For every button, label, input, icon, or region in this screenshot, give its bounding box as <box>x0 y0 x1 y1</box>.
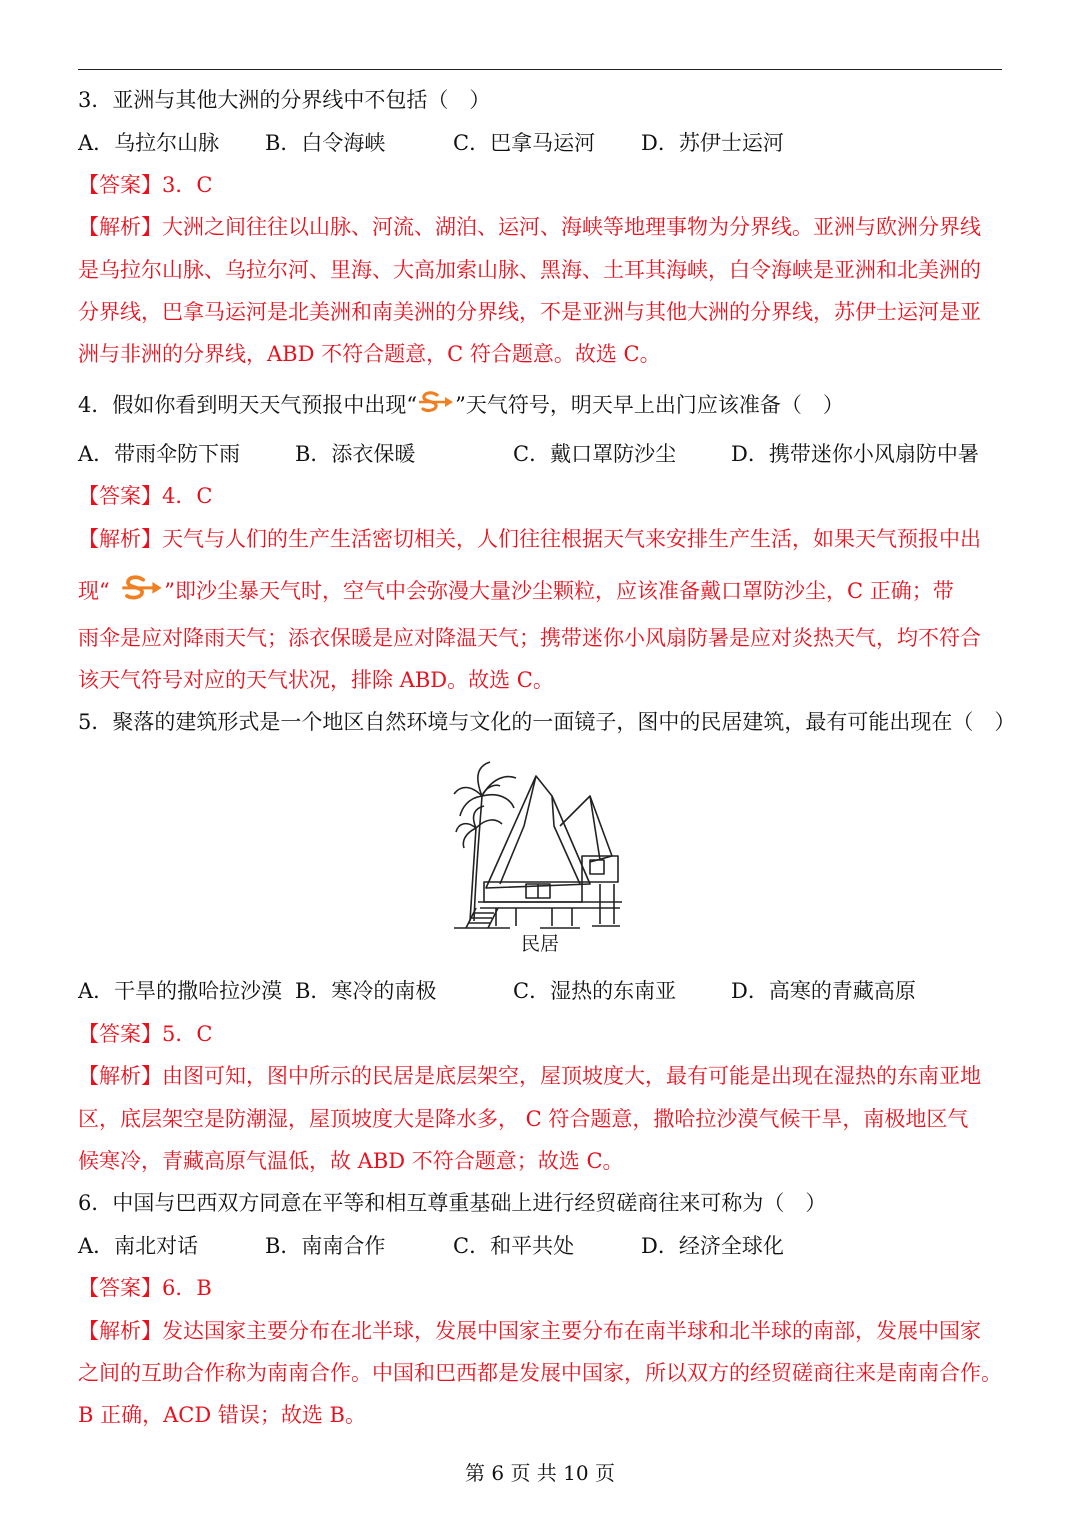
q4-option-b[interactable]: B．添衣保暖 <box>295 442 416 466</box>
figure-caption: 民居 <box>520 933 559 955</box>
q4-analysis-2-before: 现“ <box>78 579 110 603</box>
q4-stem-before: 4．假如你看到明天天气预报中出现“ <box>78 393 418 417</box>
q4-answer: 【答案】4．C <box>78 484 213 508</box>
q4-analysis-line-3: 雨伞是应对降雨天气；添衣保暖是应对降温天气；携带迷你小风扇防暑是应对炎热天气，均不符合 <box>78 626 981 650</box>
q6-analysis-line-3: B 正确，ACD 错误；故选 B。 <box>78 1403 366 1427</box>
q3-analysis-line-1: 【解析】大洲之间往往以山脉、河流、湖泊、运河、海峡等地理事物为分界线。亚洲与欧洲分界线 <box>78 215 981 239</box>
q3-analysis-line-4: 洲与非洲的分界线，ABD 不符合题意，C 符合题意。故选 C。 <box>78 342 661 366</box>
stilt-house-figure <box>440 756 630 956</box>
q3-option-a[interactable]: A．乌拉尔山脉 <box>78 131 220 155</box>
q5-answer: 【答案】5．C <box>78 1022 213 1046</box>
q6-option-c[interactable]: C．和平共处 <box>453 1234 575 1258</box>
q4-analysis-line-2 <box>78 573 1010 612</box>
q6-option-d[interactable]: D．经济全球化 <box>641 1234 784 1258</box>
q4-stem <box>78 390 1010 423</box>
q6-analysis-line-1: 【解析】发达国家主要分布在北半球，发展中国家主要分布在南半球和北半球的南部，发展中国家 <box>78 1319 981 1343</box>
q6-option-b[interactable]: B．南南合作 <box>265 1234 386 1258</box>
q5-option-d[interactable]: D．高寒的青藏高原 <box>731 979 916 1003</box>
q5-stem: 5．聚落的建筑形式是一个地区自然环境与文化的一面镜子，图中的民居建筑，最有可能出现在（ ） <box>78 710 1016 734</box>
q5-analysis-line-1: 【解析】由图可知，图中所示的民居是底层架空，屋顶坡度大，最有可能是出现在湿热的东南亚地 <box>78 1064 981 1088</box>
q4-option-c[interactable]: C．戴口罩防沙尘 <box>513 442 677 466</box>
q4-analysis-line-1: 【解析】天气与人们的生产生活密切相关，人们往往根据天气来安排生产生活，如果天气预报中出 <box>78 527 981 551</box>
q4-option-a[interactable]: A．带雨伞防下雨 <box>78 442 241 466</box>
q3-analysis-line-3: 分界线，巴拿马运河是北美洲和南美洲的分界线，不是亚洲与其他大洲的分界线，苏伊士运河是亚 <box>78 300 981 324</box>
q4-analysis-2-after: ”即沙尘暴天气时，空气中会弥漫大量沙尘颗粒，应该准备戴口罩防沙尘，C 正确；带 <box>164 579 954 603</box>
sandstorm-icon-inline <box>120 573 164 612</box>
q3-option-c[interactable]: C．巴拿马运河 <box>453 131 596 155</box>
q3-answer: 【答案】3．C <box>78 173 213 197</box>
q5-option-c[interactable]: C．湿热的东南亚 <box>513 979 677 1003</box>
q3-stem: 3．亚洲与其他大洲的分界线中不包括（ ） <box>78 88 491 112</box>
q5-option-a[interactable]: A．干旱的撒哈拉沙漠 <box>78 979 283 1003</box>
q4-analysis-line-4: 该天气符号对应的天气状况，排除 ABD。故选 C。 <box>78 668 554 692</box>
page-footer: 第 6 页 共 10 页 <box>465 1461 615 1485</box>
q4-option-d[interactable]: D．携带迷你小风扇防中暑 <box>731 442 979 466</box>
q5-option-b[interactable]: B．寒冷的南极 <box>295 979 437 1003</box>
q3-option-b[interactable]: B．白令海峡 <box>265 131 386 155</box>
q6-answer: 【答案】6．B <box>78 1276 212 1300</box>
sandstorm-icon <box>417 390 455 423</box>
q6-stem: 6．中国与巴西双方同意在平等和相互尊重基础上进行经贸磋商往来可称为（ ） <box>78 1191 827 1215</box>
q6-analysis-line-2: 之间的互助合作称为南南合作。中国和巴西都是发展中国家，所以双方的经贸磋商往来是南南合作。 <box>78 1361 1002 1385</box>
q5-analysis-line-3: 候寒冷，青藏高原气温低，故 ABD 不符合题意；故选 C。 <box>78 1149 624 1173</box>
q4-stem-after: ”天气符号，明天早上出门应该准备（ ） <box>455 393 844 417</box>
q3-analysis-line-2: 是乌拉尔山脉、乌拉尔河、里海、大高加索山脉、黑海、土耳其海峡，白令海峡是亚洲和北美洲的 <box>78 258 981 282</box>
q5-analysis-line-2: 区，底层架空是防潮湿，屋顶坡度大是降水多， C 符合题意，撒哈拉沙漠气候干旱，南极地区气 <box>78 1107 969 1131</box>
q6-option-a[interactable]: A．南北对话 <box>78 1234 199 1258</box>
header-rule <box>78 69 1002 70</box>
q3-option-d[interactable]: D．苏伊士运河 <box>641 131 784 155</box>
